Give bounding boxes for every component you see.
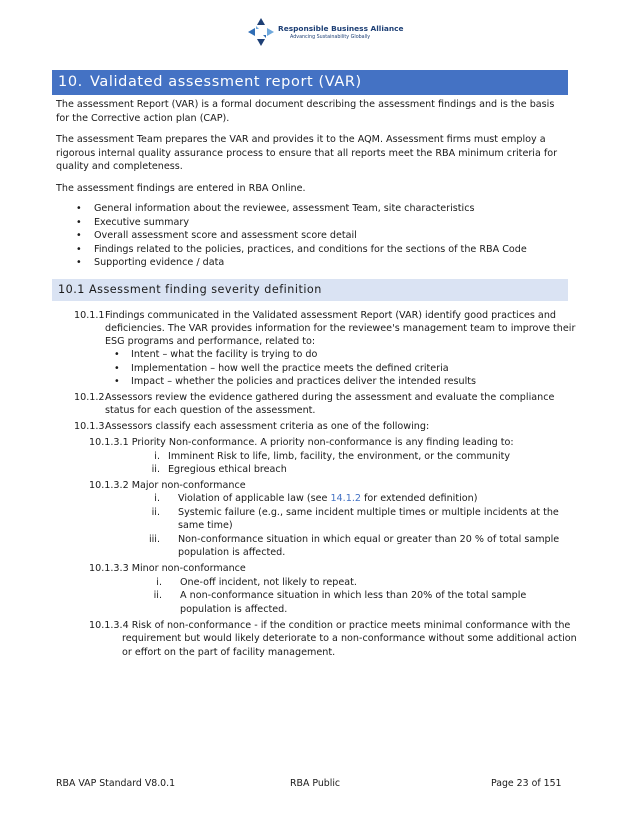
item-text-line: deficiencies. The VAR provides information for the reviewee's management team to improve their [105,323,576,334]
item-text-line: requirement but would likely deteriorate to a non-conformance without some additional action [122,633,577,644]
logo-tagline: Advancing Sustainability Globally [290,35,371,40]
bullet-icon: • [76,203,82,214]
bullet-icon: • [76,230,82,242]
list-item-text: same time) [178,520,233,531]
logo-name: Responsible Business Alliance [278,24,404,33]
intro-paragraph-3: The assessment findings are entered in RBA Online. [56,183,306,194]
roman-numeral: i. [156,577,162,588]
roman-numeral: iii. [148,534,160,545]
roman-numeral: ii. [151,507,160,518]
subsection-heading [52,279,568,301]
list-item [56,243,556,257]
footer-page-number: Page 23 of 151 [491,778,562,789]
subitem-heading: 10.1.3.2 Major non-conformance [89,480,246,491]
list-item [56,202,556,216]
subitem-heading: 10.1.3.4 Risk of non-conformance - if the condition or practice meets minimal conformance with the [89,620,571,631]
item-number: 10.1.1 [74,310,105,321]
bullet-icon: • [114,363,120,374]
bullet-icon: • [114,349,120,360]
item-text-line: Assessors classify each assessment criteria as one of the following: [105,421,430,432]
roman-numeral: ii. [153,590,162,601]
item-text-line: ESG programs and performance, related to: [105,336,316,347]
list-item-text-part: Violation of applicable law (see [178,493,331,504]
footer-classification: RBA Public [290,778,341,789]
subitem-heading: 10.1.3.3 Minor non-conformance [89,563,246,574]
bullet-icon: • [76,257,82,269]
list-item-text: Overall assessment score and assessment score detail [94,230,357,242]
rba-logo-icon [246,16,276,48]
section-title: Validated assessment report (VAR) [90,74,362,90]
intro-paragraph-2: The assessment Team prepares the VAR and provides it to the AQM. Assessment firms must employ a rigorous internal quality assurance process to ensure that all reports meet the RBA minimum criteria for quality and completeness. [56,134,558,172]
roman-numeral: i. [154,451,160,462]
item-text-line: Findings communicated in the Validated assessment Report (VAR) identify good practices and [105,310,556,321]
bullet-icon: • [76,216,82,228]
list-item-text: Executive summary [94,216,190,228]
rba-logo [246,16,404,50]
list-item-text: Egregious ethical breach [168,464,287,475]
list-item-text: Systemic failure (e.g., same incident multiple times or multiple incidents at the [178,507,559,518]
item-text-line: or effort on the part of facility management. [122,647,336,658]
list-item [56,229,556,243]
item-number: 10.1.3 [74,421,105,432]
list-item-text: Impact – whether the policies and practices deliver the intended results [131,376,477,387]
subsection-title: 10.1 Assessment finding severity definition [58,283,322,296]
bullet-icon: • [76,243,82,255]
subitem-heading: 10.1.3.1 Priority Non-conformance. A priority non-conformance is any finding leading to: [89,437,514,448]
item-text-line: status for each question of the assessment. [105,405,316,416]
list-item [56,216,556,230]
list-item [56,256,556,270]
report-contents-list [56,202,556,270]
list-item-text [178,492,477,506]
list-item-text: A non-conformance situation in which less than 20% of the total sample [180,590,527,601]
item-number: 10.1.2 [74,392,105,403]
list-item-text: Non-conformance situation in which equal or greater than 20 % of total sample [178,534,560,545]
list-item-text: Imminent Risk to life, limb, facility, the environment, or the community [168,451,511,462]
roman-numeral: ii. [151,464,160,475]
bullet-icon: • [114,376,120,387]
intro-paragraph-1: The assessment Report (VAR) is a formal document describing the assessment findings and is the basis for the Corrective action plan (CAP). [56,99,555,124]
list-item-text: Findings related to the policies, practices, and conditions for the sections of the RBA Code [94,243,527,255]
list-item-text: Implementation – how well the practice meets the defined criteria [131,363,449,374]
footer-document-name: RBA VAP Standard V8.0.1 [56,778,176,789]
list-item-text: population is affected. [180,604,288,615]
list-item-text: Supporting evidence / data [94,257,225,269]
list-item-text-part: for extended definition) [360,493,478,504]
list-item-text: population is affected. [178,547,286,558]
section-number: 10. [58,74,83,90]
section-reference-link[interactable]: 14.1.2 [330,493,361,504]
item-text-line: Assessors review the evidence gathered during the assessment and evaluate the compliance [105,392,555,403]
section-heading [52,70,568,95]
list-item-text: One-off incident, not likely to repeat. [180,577,357,588]
list-item-text: General information about the reviewee, assessment Team, site characteristics [94,203,475,214]
list-item-text: Intent – what the facility is trying to do [131,349,318,360]
roman-numeral: i. [154,493,160,504]
